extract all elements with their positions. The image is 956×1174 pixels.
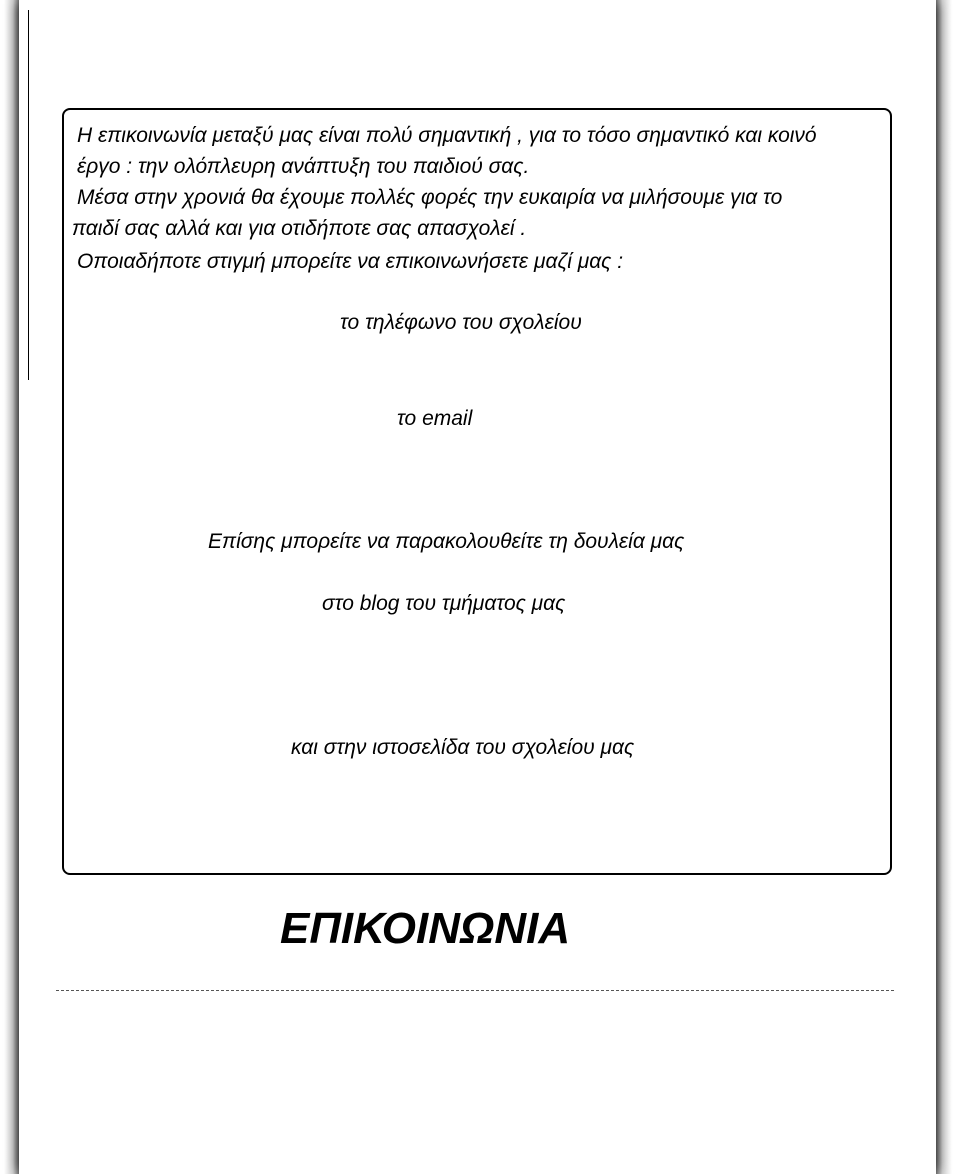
email-label: το email bbox=[397, 407, 473, 430]
dashed-divider bbox=[56, 990, 894, 991]
page-left-shadow bbox=[4, 0, 19, 1174]
intro-line-4: παιδί σας αλλά και για οτιδήποτε σας απασχολεί . bbox=[72, 217, 527, 240]
intro-line-5: Οποιαδήποτε στιγμή μπορείτε να επικοινωνήσετε μαζί μας : bbox=[77, 250, 624, 273]
intro-line-1: Η επικοινωνία μεταξύ μας είναι πολύ σημαντική , για το τόσο σημαντικό και κοινό bbox=[77, 124, 817, 147]
phone-label: το τηλέφωνο του σχολείου bbox=[340, 311, 582, 334]
intro-line-3: Μέσα στην χρονιά θα έχουμε πολλές φορές την ευκαιρία να μιλήσουμε για το bbox=[77, 186, 783, 209]
intro-line-2: έργο : την ολόπλευρη ανάπτυξη του παιδιού σας. bbox=[77, 155, 530, 178]
follow-text: Επίσης μπορείτε να παρακολουθείτε τη δουλεία μας bbox=[208, 530, 685, 553]
margin-line bbox=[28, 10, 29, 380]
page-right-shadow bbox=[936, 0, 952, 1174]
page-title: ΕΠΙΚΟΙΝΩΝΙΑ bbox=[280, 904, 571, 953]
website-label: και στην ιστοσελίδα του σχολείου μας bbox=[291, 736, 635, 759]
blog-label: στο blog του τμήματος μας bbox=[322, 592, 566, 615]
